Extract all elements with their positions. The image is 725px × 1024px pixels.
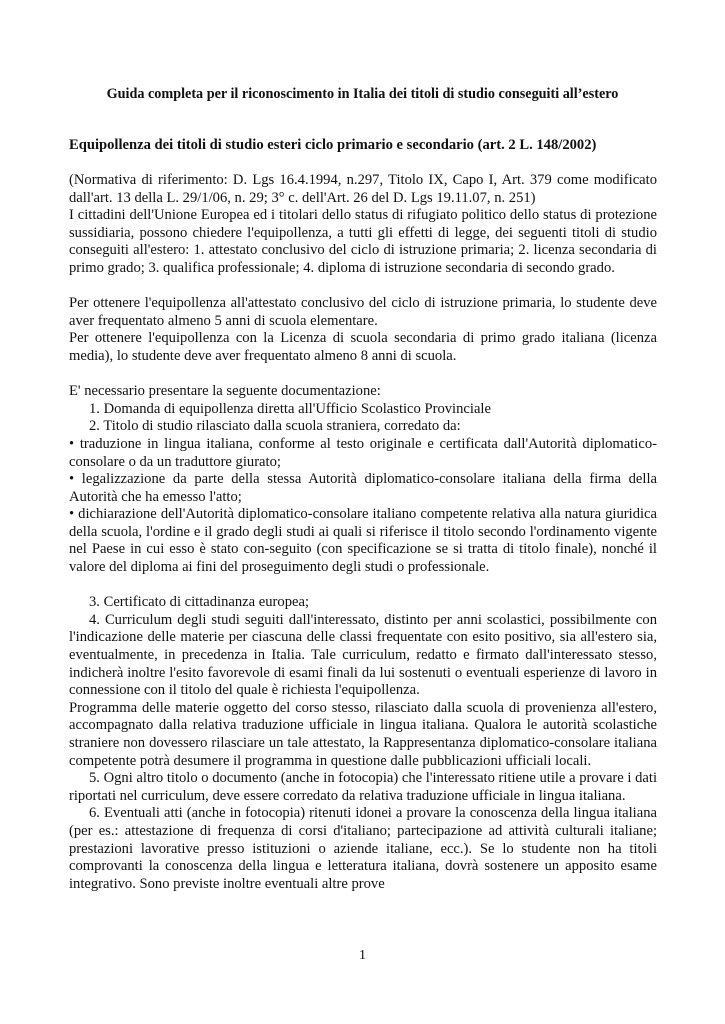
paragraph-normativa: (Normativa di riferimento: D. Lgs 16.4.1994, n.297, Titolo IX, Capo I, Art. 379 come modificato dall'art. 13 della L. 29/1/06, n. 29; 3° c. dell'Art. 26 del D. Lgs 19.11.07, n. 251)	[69, 172, 657, 206]
document-body	[69, 172, 657, 893]
list-item-eventuali-atti: 6. Eventuali atti (anche in fotocopia) ritenuti idonei a provare la conoscenza della lingua italiana (per es.: attestazione di frequenza di corsi d'italiano; partecipazione ad attività culturali italiane; prestazioni lavorative presso istituzioni o aziende italiane, ecc.). Se lo studente non ha titoli comprovanti la conoscenza della lingua e letteratura italiana, dovrà sostenere un apposito esame integrativo. Sono previste inoltre eventuali altre prove	[69, 805, 657, 892]
list-item-altro-titolo: 5. Ogni altro titolo o documento (anche in fotocopia) che l'interessato ritiene utile a provare i dati riportati nel curriculum, deve essere corredato da relativa traduzione ufficiale in lingua italiana.	[69, 770, 657, 804]
paragraph-primaria: Per ottenere l'equipollenza all'attestato conclusivo del ciclo di istruzione primaria, lo studente deve aver frequentato almeno 5 anni di scuola elementare.	[69, 295, 657, 329]
list-item-domanda: 1. Domanda di equipollenza diretta all'Ufficio Scolastico Provinciale	[89, 400, 491, 417]
section-heading: Equipollenza dei titoli di studio esteri ciclo primario e secondario (art. 2 L. 148/2002)	[69, 137, 597, 153]
document-title: Guida completa per il riconoscimento in Italia dei titoli di studio conseguiti all’estero	[106, 86, 619, 102]
list-item-certificato: 3. Certificato di cittadinanza europea;	[89, 594, 310, 611]
paragraph-programma: Programma delle materie oggetto del corso stesso, rilasciato dalla scuola di provenienza all'estero, accompagnato dalla relativa traduzione ufficiale in lingua italiana. Qualora le autorità scolastiche straniere non dovessero rilasciare un tale attestato, la Rappresentanza diplomatico-consolare italiana competente potrà desumere il programma in questione dalle pubblicazioni ufficiali locali.	[69, 699, 657, 769]
list-item-titolo: 2. Titolo di studio rilasciato dalla scuola straniera, corredato da:	[89, 418, 461, 435]
paragraph-documentazione: E' necessario presentare la seguente documentazione:	[69, 383, 381, 400]
paragraph-cittadini: I cittadini dell'Unione Europea ed i titolari dello status di rifugiato politico dello status di protezione sussidiaria, possono chiedere l'equipollenza, a tutti gli effetti di legge, dei seguenti titoli di studio conseguiti all'estero: 1. attestato conclusivo del ciclo di istruzione primaria; 2. licenza secondaria di primo grado; 3. qualifica professionale; 4. diploma di istruzione secondaria di secondo grado.	[69, 207, 657, 276]
bullet-dichiarazione: • dichiarazione dell'Autorità diplomatico-consolare italiano competente relativa alla natura giuridica della scuola, l'ordine e il grado degli studi ai quali si riferisce il titolo secondo l'ordinamento vigente nel Paese in cui esso è stato con-seguito (con specificazione se si tratta di titolo finale), nonché il valore del diploma ai fini del proseguimento degli studi o professionale.	[69, 506, 657, 576]
page-number: 1	[359, 948, 366, 963]
bullet-traduzione: • traduzione in lingua italiana, conforme al testo originale e certificata dall'Autorità diplomatico-consolare o da un traduttore giurato;	[69, 435, 657, 470]
bullet-legalizzazione: • legalizzazione da parte della stessa Autorità diplomatico-consolare italiana della firma della Autorità che ha emesso l'atto;	[69, 471, 657, 505]
paragraph-licenza-media: Per ottenere l'equipollenza con la Licenza di scuola secondaria di primo grado italiana (licenza media), lo studente deve aver frequentato almeno 8 anni di scuola.	[69, 330, 657, 364]
list-item-curriculum: 4. Curriculum degli studi seguiti dall'interessato, distinto per anni scolastici, possibilmente con l'indicazione delle materie per ciascuna delle classi frequentate con esito positivo, sia all'estero sia, eventualmente, in precedenza in Italia. Tale curriculum, redatto e firmato dall'interessato stesso, indicherà inoltre l'esito favorevole di esami finali da lui sostenuti o eventuali esperienze di lavoro in connessione con il titolo del quale è richiesta l'equipollenza.	[69, 611, 657, 699]
